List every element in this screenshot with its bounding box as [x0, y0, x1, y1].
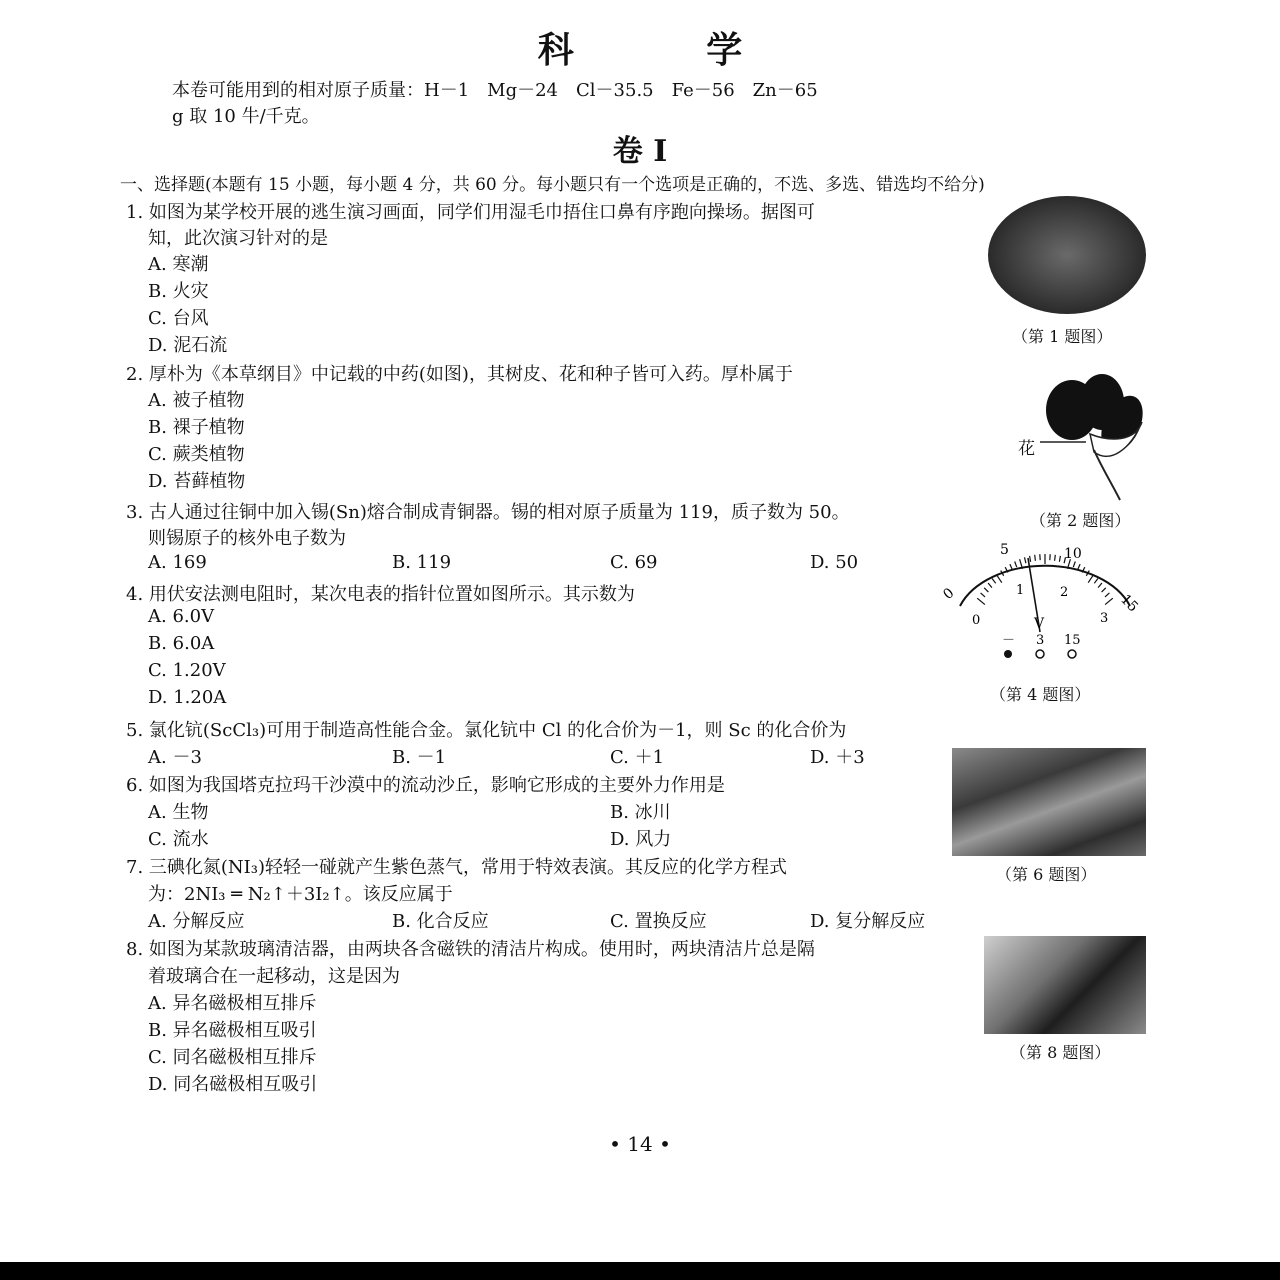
meter-scale-tick: [1035, 555, 1036, 561]
q5-option-b: B. －1: [392, 747, 447, 768]
q5-stem-line1: 5. 氯化钪(ScCl₃)可用于制造高性能合金。氯化钪中 Cl 的化合价为－1，则 Sc 的化合价为: [126, 720, 847, 741]
q1-figure-caption: （第 1 题图）: [1012, 327, 1113, 346]
meter-scale-tick: [992, 579, 996, 584]
q3-option-b: B. 119: [392, 552, 452, 573]
q5-option-c: C. ＋1: [610, 747, 665, 768]
meter-scale-tick: [1098, 583, 1102, 588]
gravity-note: g 取 10 牛/千克。: [172, 106, 320, 127]
q7-option-d: D. 复分解反应: [810, 911, 926, 932]
q1-option-c: C. 台风: [148, 308, 209, 329]
q5-option-d: D. ＋3: [810, 747, 865, 768]
q2-flower-label: 花: [1018, 439, 1035, 459]
q4-voltmeter-dial: [940, 536, 1150, 666]
meter-terminal-negative: －: [1002, 633, 1016, 648]
q7-option-b: B. 化合反应: [392, 911, 489, 932]
q3-option-a: A. 169: [148, 552, 207, 573]
q2-figure-caption: （第 2 题图）: [1030, 511, 1131, 530]
meter-scale-tick: [1059, 556, 1060, 562]
volume-title: 卷 Ⅰ: [612, 134, 668, 169]
meter-unit-label: V: [1034, 616, 1045, 632]
q4-option-b: B. 6.0A: [148, 633, 215, 654]
meter-outer-tick-10: 10: [1064, 546, 1082, 562]
meter-scale-tick: [1105, 598, 1113, 604]
q3-option-d: D. 50: [810, 552, 859, 573]
meter-outer-tick-15: 15: [1117, 591, 1142, 616]
q6-option-a: A. 生物: [148, 802, 209, 823]
meter-scale-tick: [1025, 557, 1026, 563]
meter-scale-tick: [1094, 579, 1098, 584]
q8-figure-caption: （第 8 题图）: [1010, 1043, 1111, 1062]
q8-option-c: C. 同名磁极相互排斥: [148, 1047, 317, 1068]
q4-option-d: D. 1.20A: [148, 687, 227, 708]
q8-option-a: A. 异名磁极相互排斥: [148, 993, 317, 1014]
q2-option-d: D. 苔藓植物: [148, 471, 246, 492]
meter-scale-tick: [1078, 564, 1080, 570]
q1-option-a: A. 寒潮: [148, 254, 209, 275]
q2-option-b: B. 裸子植物: [148, 417, 245, 438]
q6-stem-line1: 6. 如图为我国塔克拉玛干沙漠中的流动沙丘，影响它形成的主要外力作用是: [126, 775, 725, 796]
meter-scale-tick: [984, 588, 988, 592]
meter-terminal-3: 3: [1036, 633, 1045, 648]
q6-figure-caption: （第 6 题图）: [996, 865, 1097, 884]
q1-option-b: B. 火灾: [148, 281, 209, 302]
scan-border: [0, 1262, 1280, 1280]
q6-option-c: C. 流水: [148, 829, 209, 850]
q6-sand-dune-photo: [952, 748, 1146, 856]
meter-scale-tick: [1088, 574, 1094, 582]
q2-option-c: C. 蕨类植物: [148, 444, 245, 465]
meter-scale-tick: [996, 574, 1002, 582]
q2-stem-line1: 2. 厚朴为《本草纲目》中记载的中药(如图)，其树皮、花和种子皆可入药。厚朴属于: [126, 364, 793, 385]
q8-stem-line1: 8. 如图为某款玻璃清洁器，由两块各含磁铁的清洁片构成。使用时，两块清洁片总是隔: [126, 939, 815, 960]
meter-outer-tick-0: 0: [940, 585, 958, 604]
q6-option-b: B. 冰川: [610, 802, 671, 823]
q7-stem-line1: 7. 三碘化氮(NI₃)轻轻一碰就产生紫色蒸气，常用于特效表演。其反应的化学方程式: [126, 857, 788, 878]
q4-figure-caption: （第 4 题图）: [990, 685, 1091, 704]
q4-option-c: C. 1.20V: [148, 660, 226, 681]
section-instruction: 一、选择题(本题有 15 小题，每小题 4 分，共 60 分。每小题只有一个选项是正确的，不选、多选、错选均不给分): [120, 175, 985, 195]
q3-option-c: C. 69: [610, 552, 658, 573]
q7-option-c: C. 置换反应: [610, 911, 707, 932]
meter-scale-tick: [1105, 593, 1109, 597]
atomic-masses-note: 本卷可能用到的相对原子质量：H－1 Mg－24 Cl－35.5 Fe－56 Zn－65: [172, 80, 818, 101]
meter-scale-tick: [1055, 555, 1056, 561]
meter-scale-tick: [1015, 562, 1017, 568]
meter-scale-tick: [1102, 588, 1106, 592]
q4-option-a: A. 6.0V: [148, 606, 215, 627]
meter-scale-tick: [977, 598, 985, 604]
q2-option-a: A. 被子植物: [148, 390, 245, 411]
q8-option-d: D. 同名磁极相互吸引: [148, 1074, 318, 1095]
meter-inner-tick-2: 2: [1060, 585, 1069, 600]
q3-stem-line2: 则锡原子的核外电子数为: [148, 528, 346, 549]
q4-stem-line1: 4. 用伏安法测电阻时，某次电表的指针位置如图所示。其示数为: [126, 584, 635, 605]
q1-stem-line1: 1. 如图为某学校开展的逃生演习画面，同学们用湿毛巾捂住口鼻有序跑向操场。据图可: [126, 202, 815, 223]
meter-outer-tick-5: 5: [1000, 542, 1009, 558]
meter-inner-tick-1: 1: [1016, 583, 1025, 598]
q8-glass-cleaner-photo: [984, 936, 1146, 1034]
exam-title: 科 学: [537, 29, 803, 71]
meter-scale-tick: [988, 583, 992, 588]
meter-inner-tick-3: 3: [1100, 611, 1109, 626]
q8-stem-line2: 着玻璃合在一起移动，这是因为: [148, 966, 400, 987]
q3-stem-line1: 3. 古人通过往铜中加入锡(Sn)熔合制成青铜器。锡的相对原子质量为 119，质子数为 50。: [126, 502, 850, 523]
q7-option-a: A. 分解反应: [148, 911, 245, 932]
meter-scale-tick: [981, 593, 985, 597]
q1-evacuation-drill-photo: [988, 196, 1146, 314]
meter-scale-tick: [1030, 556, 1031, 562]
q7-stem-line2: 为：2NI₃ ═ N₂↑＋3I₂↑。该反应属于: [148, 884, 453, 905]
page-number: • 14 •: [609, 1132, 671, 1156]
q1-option-d: D. 泥石流: [148, 335, 228, 356]
meter-scale-tick: [1073, 562, 1075, 568]
meter-scale-tick: [1010, 564, 1012, 570]
q1-stem-line2: 知，此次演习针对的是: [148, 228, 328, 249]
q8-option-b: B. 异名磁极相互吸引: [148, 1020, 317, 1041]
q5-option-a: A. －3: [148, 747, 202, 768]
q6-option-d: D. 风力: [610, 829, 672, 850]
meter-terminal-15: 15: [1064, 633, 1081, 648]
meter-inner-tick-0: 0: [972, 613, 981, 628]
